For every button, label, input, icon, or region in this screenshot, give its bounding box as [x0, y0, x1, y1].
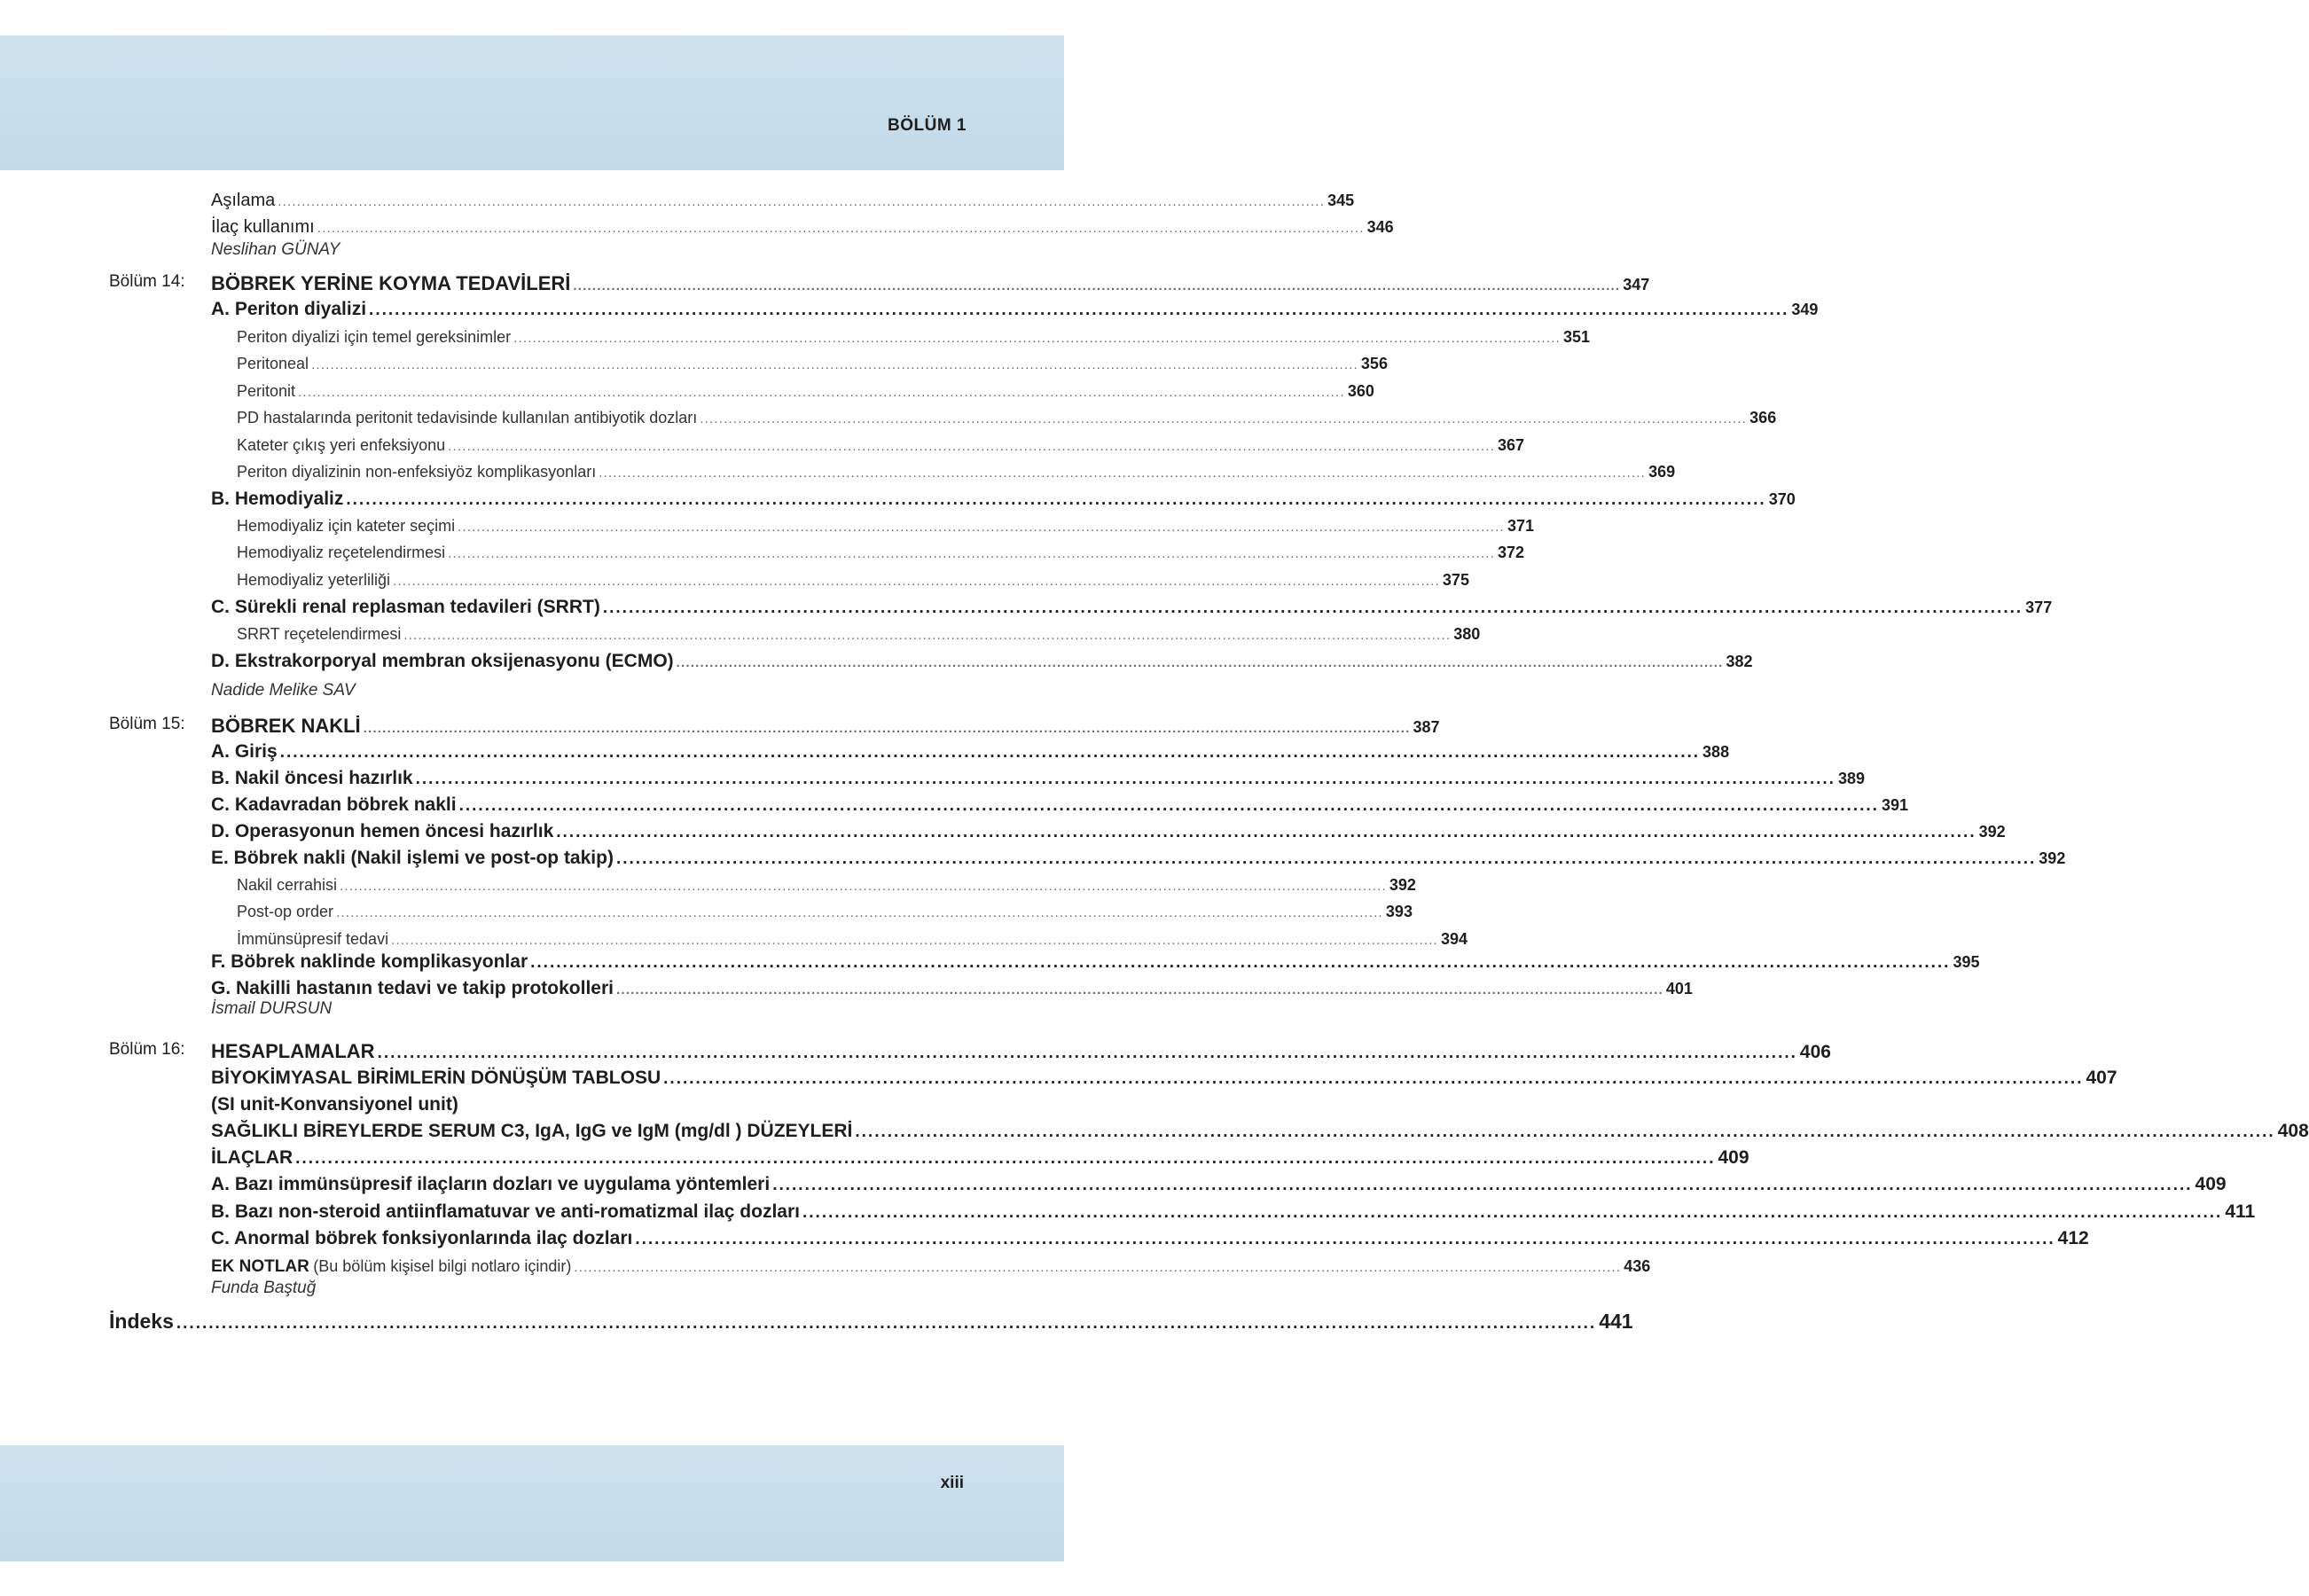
toc-title: G. Nakilli hastanın tedavi ve takip protokolleri [211, 978, 614, 998]
toc-page-number: 412 [2057, 1228, 2089, 1248]
toc-section[interactable] [0, 1201, 2256, 1223]
toc-entry[interactable] [0, 544, 1524, 562]
toc-title: BÖBREK NAKLİ [211, 715, 361, 737]
toc-page-number: 372 [1497, 544, 1524, 561]
toc-title: İLAÇLAR [211, 1147, 294, 1168]
dot-leader: ............................................................................................................................................................................................................................ [635, 1230, 2055, 1248]
toc-title: İlaç kullanımı [211, 217, 315, 237]
toc-title: D. Ekstrakorporyal membran oksijenasyonu (ECMO) [211, 651, 674, 671]
toc-page-number: 436 [1624, 1257, 1651, 1275]
toc-title: Hemodiyaliz için kateter seçimi [237, 517, 456, 535]
toc-entry[interactable] [0, 625, 1481, 644]
dot-leader: ............................................................................................................................................................................................................................ [279, 743, 1701, 762]
toc-entry[interactable] [0, 328, 1591, 347]
toc-chapter-number: Bölüm 15: [109, 715, 185, 733]
toc-page-number: 411 [2225, 1201, 2256, 1222]
toc-title: Aşılama [211, 191, 276, 210]
toc-page-number: 409 [2195, 1174, 2227, 1194]
dot-leader: ............................................................................................................................................................................................................................ [278, 194, 1326, 209]
dot-leader: ............................................................................................................................................................................................................................ [772, 1176, 2193, 1194]
dot-leader: ............................................................................................................................................................................................................................ [369, 301, 1789, 319]
dot-leader: ............................................................................................................................................................................................................................ [336, 905, 1383, 920]
ek-notlar-note: (Bu bölüm kişisel bilgi notlaro içindir) [313, 1257, 572, 1275]
dot-leader: ............................................................................................................................................................................................................................ [317, 221, 1365, 236]
dot-leader: ............................................................................................................................................................................................................................ [448, 546, 1495, 561]
toc-page-number: 407 [2086, 1068, 2117, 1088]
toc-page-number: 369 [1648, 463, 1676, 481]
toc-page-number: 394 [1440, 930, 1468, 948]
dot-leader: ............................................................................................................................................................................................................................ [676, 655, 1724, 670]
toc-title: F. Böbrek naklinde komplikasyonlar [211, 951, 528, 972]
toc-title: A. Periton diyalizi [211, 299, 367, 319]
toc-entry[interactable] [0, 930, 1468, 949]
toc-page-number: 380 [1453, 625, 1481, 643]
chapter-label: BÖLÜM 1 [888, 116, 967, 135]
toc-page-number: 349 [1791, 301, 1819, 318]
toc-section[interactable] [0, 489, 1796, 510]
toc-title: E. Böbrek nakli (Nakil işlemi ve post-op takip) [211, 848, 614, 868]
toc-title: A. Bazı immünsüpresif ilaçların dozları ve uygulama yöntemleri [211, 1174, 771, 1194]
toc-page-number: 375 [1442, 571, 1469, 589]
toc-entry[interactable] [0, 436, 1525, 455]
toc-section[interactable] [0, 1121, 2309, 1142]
toc-entry[interactable] [0, 571, 1469, 590]
toc-title: BİYOKİMYASAL BİRİMLERİN DÖNÜŞÜM TABLOSU [211, 1068, 661, 1088]
dot-leader: ............................................................................................................................................................................................................................ [448, 439, 1495, 454]
dot-leader: ............................................................................................................................................................................................................................ [855, 1123, 2275, 1141]
dot-leader: ............................................................................................................................................................................................................................ [415, 770, 1835, 788]
ek-notlar-title: EK NOTLAR [211, 1257, 309, 1276]
toc-chapter-number: Bölüm 14: [109, 272, 185, 291]
toc-page-number: 351 [1562, 328, 1591, 346]
toc-page-number: 366 [1749, 409, 1777, 426]
toc-title: C. Kadavradan böbrek nakli [211, 794, 457, 815]
header-band [0, 35, 1064, 170]
toc-page-number: 392 [1389, 876, 1416, 894]
toc-title: HESAPLAMALAR [211, 1040, 375, 1062]
dot-leader: ............................................................................................................................................................................................................................ [615, 982, 1663, 998]
author: Funda Baştuğ [211, 1279, 317, 1297]
toc-title: C. Sürekli renal replasman tedavileri (SRRT) [211, 597, 600, 617]
toc-entry[interactable] [0, 463, 1676, 481]
footer-band [0, 1445, 1064, 1561]
toc-title: Kateter çıkış yeri enfeksiyonu [237, 436, 446, 454]
dot-leader: ............................................................................................................................................................................................................................ [458, 520, 1505, 535]
toc-page-number: 382 [1726, 653, 1753, 670]
toc-title: A. Giriş [211, 741, 278, 762]
toc-page-number: 395 [1953, 953, 1980, 971]
toc-section[interactable] [0, 768, 1865, 789]
toc-title: Hemodiyaliz yeterliliği [237, 571, 391, 589]
toc-title: SRRT reçetelendirmesi [237, 625, 402, 643]
toc-section[interactable] [0, 299, 1819, 320]
dot-leader: ............................................................................................................................................................................................................................ [802, 1203, 2223, 1222]
toc-page-number: 360 [1347, 382, 1374, 400]
toc-title: İndeks [109, 1310, 174, 1333]
toc-page-number: 388 [1702, 743, 1730, 761]
toc-page-number: 441 [1599, 1310, 1633, 1333]
toc-section[interactable] [0, 1068, 2117, 1089]
toc-title: İmmünsüpresif tedavi [237, 930, 389, 948]
toc-page-number: 367 [1497, 436, 1525, 454]
toc-page-number: 393 [1385, 903, 1413, 920]
toc-page-number: 345 [1327, 192, 1355, 209]
toc-title [211, 1257, 571, 1277]
toc-section[interactable] [0, 597, 2053, 618]
author: Neslihan GÜNAY [211, 240, 340, 259]
toc-index[interactable] [0, 1310, 1633, 1334]
dot-leader: ............................................................................................................................................................................................................................ [391, 933, 1438, 948]
toc-entry[interactable] [0, 517, 1534, 536]
toc-section[interactable] [0, 1147, 1749, 1169]
toc-title: (SI unit-Konvansiyonel unit) [211, 1094, 458, 1115]
toc-title: Nakil cerrahisi [237, 876, 338, 894]
toc-title: Hemodiyaliz reçetelendirmesi [237, 544, 446, 561]
toc-page-number: 392 [1978, 823, 2006, 841]
page-number: xiii [940, 1474, 964, 1492]
toc-page-number: 406 [1799, 1042, 1831, 1062]
dot-leader: ............................................................................................................................................................................................................................ [298, 385, 1345, 400]
toc-title: Periton diyalizi için temel gereksinimler [237, 328, 512, 346]
toc-page-number: 356 [1360, 355, 1388, 372]
toc-page-number: 387 [1413, 718, 1440, 736]
dot-leader: ............................................................................................................................................................................................................................ [556, 823, 1976, 841]
toc-page-number: 408 [2277, 1121, 2309, 1141]
toc-chapter[interactable] [0, 1040, 1831, 1063]
toc-title: Peritoneal [237, 355, 309, 372]
toc-title: Periton diyalizinin non-enfeksiyöz komplikasyonları [237, 463, 597, 481]
toc-section[interactable] [0, 951, 1980, 973]
author: Nadide Melike SAV [211, 681, 356, 700]
toc-section[interactable] [0, 848, 2066, 869]
author: İsmail DURSUN [211, 999, 333, 1018]
toc-section[interactable] [0, 794, 1908, 816]
toc-title: D. Operasyonun hemen öncesi hazırlık [211, 821, 554, 841]
toc-section[interactable] [0, 821, 2006, 842]
toc-chapter[interactable] [0, 715, 1440, 738]
toc-page-number: 389 [1837, 770, 1865, 787]
toc-page-number: 370 [1768, 490, 1796, 508]
dot-leader: ............................................................................................................................................................................................................................ [602, 598, 2023, 617]
dot-leader: ............................................................................................................................................................................................................................ [458, 796, 1879, 815]
toc-page-number: 347 [1623, 276, 1650, 293]
dot-leader: ............................................................................................................................................................................................................................ [574, 1260, 1622, 1275]
dot-leader: ............................................................................................................................................................................................................................ [340, 879, 1387, 894]
toc-section[interactable] [0, 741, 1730, 763]
toc-page-number: 391 [1881, 796, 1908, 814]
dot-leader: ............................................................................................................................................................................................................................ [295, 1149, 1716, 1168]
dot-leader: ............................................................................................................................................................................................................................ [346, 490, 1766, 509]
toc-page-number: 409 [1718, 1147, 1749, 1168]
toc-page-number: 377 [2025, 598, 2053, 616]
toc-page-number: 371 [1507, 517, 1534, 535]
toc-title: PD hastalarında peritonit tedavisinde kullanılan antibiyotik dozları [237, 409, 698, 426]
toc-entry[interactable] [0, 191, 1355, 211]
toc-section[interactable] [0, 651, 1753, 672]
toc-entry[interactable] [0, 1257, 1651, 1277]
toc-entry[interactable] [0, 217, 1394, 238]
toc-page-number: 392 [2039, 849, 2066, 867]
dot-leader: ............................................................................................................................................................................................................................ [663, 1069, 2084, 1088]
dot-leader: ............................................................................................................................................................................................................................ [403, 628, 1452, 643]
dot-leader: ............................................................................................................................................................................................................................ [513, 331, 1561, 346]
toc-title: B. Hemodiyaliz [211, 489, 344, 509]
toc-page-number: 401 [1665, 980, 1693, 998]
dot-leader: ............................................................................................................................................................................................................................ [377, 1044, 1797, 1062]
dot-leader: ............................................................................................................................................................................................................................ [176, 1314, 1597, 1333]
dot-leader: ............................................................................................................................................................................................................................ [599, 466, 1647, 481]
toc-chapter[interactable] [0, 272, 1650, 295]
toc-section[interactable] [0, 1228, 2089, 1249]
dot-leader: ............................................................................................................................................................................................................................ [573, 278, 1621, 293]
dot-leader: ............................................................................................................................................................................................................................ [393, 574, 1440, 589]
toc-entry[interactable] [0, 382, 1374, 401]
toc-section[interactable] [0, 1174, 2227, 1195]
dot-leader: ............................................................................................................................................................................................................................ [363, 721, 1411, 736]
toc-title: C. Anormal böbrek fonksiyonlarında ilaç dozları [211, 1228, 633, 1248]
toc-section[interactable] [0, 978, 1693, 999]
toc-entry[interactable] [0, 876, 1416, 895]
toc-title: B. Nakil öncesi hazırlık [211, 768, 413, 788]
toc-title: Post-op order [237, 903, 334, 920]
toc-entry[interactable] [0, 355, 1388, 373]
toc-title: BÖBREK YERİNE KOYMA TEDAVİLERİ [211, 272, 571, 294]
toc-title: Peritonit [237, 382, 296, 400]
toc-title: B. Bazı non-steroid antiinflamatuvar ve anti-romatizmal ilaç dozları [211, 1201, 800, 1222]
toc-page-number: 346 [1366, 218, 1394, 236]
dot-leader: ............................................................................................................................................................................................................................ [615, 849, 2037, 868]
toc-section-continued [0, 1094, 1064, 1115]
dot-leader: ............................................................................................................................................................................................................................ [530, 953, 1951, 972]
dot-leader: ............................................................................................................................................................................................................................ [311, 357, 1358, 372]
toc-entry[interactable] [0, 409, 1777, 427]
dot-leader: ............................................................................................................................................................................................................................ [700, 411, 1748, 426]
toc-title: SAĞLIKLI BİREYLERDE SERUM C3, IgA, IgG ve IgM (mg/dl ) DÜZEYLERİ [211, 1121, 853, 1141]
toc-chapter-number: Bölüm 16: [109, 1040, 185, 1059]
toc-entry[interactable] [0, 903, 1413, 921]
